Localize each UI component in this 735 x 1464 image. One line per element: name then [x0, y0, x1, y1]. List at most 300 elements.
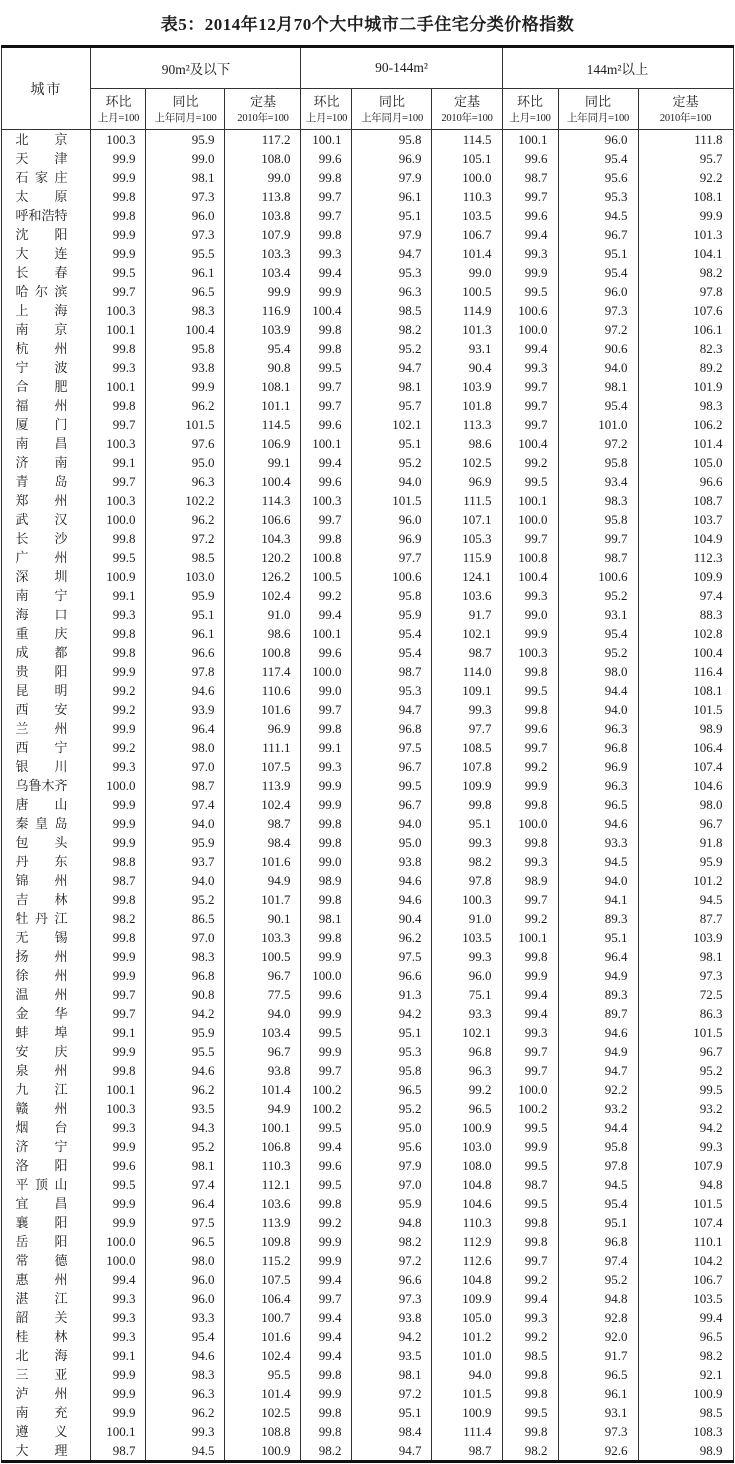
value-cell-mom-g1: 99.8 [91, 339, 146, 358]
value-cell-yoy-g1: 96.3 [146, 1384, 225, 1403]
value-cell-fixed-base-g1: 99.0 [225, 168, 301, 187]
city-cell [2, 1308, 91, 1327]
value-cell-mom-g3: 99.4 [502, 1289, 558, 1308]
value-cell-yoy-g3: 94.6 [558, 814, 638, 833]
value-cell-mom-g1: 99.8 [91, 928, 146, 947]
city-cell [2, 1194, 91, 1213]
value-cell-mom-g1: 99.8 [91, 624, 146, 643]
value-cell-mom-g1: 99.2 [91, 738, 146, 757]
value-cell-yoy-g1: 96.5 [146, 282, 225, 301]
value-cell-fixed-base-g3: 98.2 [638, 1346, 733, 1365]
value-cell-mom-g1: 100.0 [91, 776, 146, 795]
value-cell-yoy-g3: 94.0 [558, 700, 638, 719]
subheader-fixed-base-g3 [638, 89, 733, 130]
value-cell-mom-g1: 99.3 [91, 757, 146, 776]
value-cell-fixed-base-g2: 103.6 [432, 586, 502, 605]
city-cell [2, 1365, 91, 1384]
value-cell-fixed-base-g2: 110.3 [432, 187, 502, 206]
value-cell-yoy-g2: 93.8 [352, 1308, 432, 1327]
table-row [2, 434, 733, 453]
subheader-metric-label: 定基 [249, 94, 276, 109]
value-cell-mom-g1: 99.5 [91, 548, 146, 567]
value-cell-fixed-base-g2: 107.1 [432, 510, 502, 529]
city-name: 长沙 [15, 531, 68, 546]
value-cell-fixed-base-g3: 105.0 [638, 453, 733, 472]
value-cell-yoy-g3: 89.3 [558, 909, 638, 928]
group-header-90-and-below: 90m²及以下 [91, 47, 301, 89]
table-row [2, 1042, 733, 1061]
value-cell-fixed-base-g3: 96.5 [638, 1327, 733, 1346]
value-cell-mom-g3: 99.5 [502, 1156, 558, 1175]
city-cell [2, 1441, 91, 1462]
value-cell-fixed-base-g3: 94.8 [638, 1175, 733, 1194]
value-cell-mom-g1: 100.3 [91, 1099, 146, 1118]
value-cell-mom-g3: 99.4 [502, 339, 558, 358]
value-cell-fixed-base-g3: 108.1 [638, 187, 733, 206]
group-header-90-to-144: 90-144m² [301, 47, 502, 89]
value-cell-yoy-g1: 96.2 [146, 510, 225, 529]
value-cell-mom-g1: 99.3 [91, 1289, 146, 1308]
value-cell-mom-g2: 100.1 [301, 624, 352, 643]
value-cell-yoy-g2: 95.2 [352, 453, 432, 472]
value-cell-fixed-base-g3: 98.1 [638, 947, 733, 966]
city-cell [2, 1289, 91, 1308]
value-cell-fixed-base-g2: 109.9 [432, 776, 502, 795]
value-cell-fixed-base-g2: 102.1 [432, 624, 502, 643]
table-row [2, 1099, 733, 1118]
value-cell-yoy-g2: 96.9 [352, 149, 432, 168]
value-cell-mom-g2: 99.2 [301, 586, 352, 605]
value-cell-fixed-base-g1: 116.9 [225, 301, 301, 320]
value-cell-fixed-base-g2: 93.1 [432, 339, 502, 358]
value-cell-yoy-g2: 94.2 [352, 1004, 432, 1023]
city-name: 北京 [15, 132, 68, 147]
value-cell-yoy-g3: 94.1 [558, 890, 638, 909]
value-cell-yoy-g1: 93.7 [146, 852, 225, 871]
city-cell [2, 491, 91, 510]
value-cell-yoy-g2: 101.5 [352, 491, 432, 510]
value-cell-yoy-g1: 95.9 [146, 833, 225, 852]
subheader-mom-g3 [502, 89, 558, 130]
value-cell-mom-g3: 99.2 [502, 757, 558, 776]
value-cell-yoy-g2: 96.1 [352, 187, 432, 206]
value-cell-yoy-g3: 95.4 [558, 624, 638, 643]
value-cell-fixed-base-g2: 114.0 [432, 662, 502, 681]
value-cell-mom-g2: 99.8 [301, 833, 352, 852]
city-name: 杭州 [15, 341, 68, 356]
price-index-table [1, 45, 733, 1463]
value-cell-yoy-g1: 93.5 [146, 1099, 225, 1118]
value-cell-fixed-base-g1: 114.5 [225, 415, 301, 434]
value-cell-mom-g2: 99.5 [301, 1023, 352, 1042]
value-cell-yoy-g2: 95.2 [352, 339, 432, 358]
value-cell-fixed-base-g1: 98.7 [225, 814, 301, 833]
city-name: 洛阳 [15, 1158, 68, 1173]
value-cell-yoy-g3: 95.1 [558, 244, 638, 263]
value-cell-yoy-g3: 91.7 [558, 1346, 638, 1365]
value-cell-yoy-g1: 99.0 [146, 149, 225, 168]
value-cell-mom-g1: 99.8 [91, 1061, 146, 1080]
value-cell-yoy-g3: 93.1 [558, 605, 638, 624]
table-row [2, 624, 733, 643]
value-cell-fixed-base-g2: 101.4 [432, 244, 502, 263]
value-cell-fixed-base-g1: 117.4 [225, 662, 301, 681]
value-cell-fixed-base-g1: 102.4 [225, 586, 301, 605]
city-name: 南宁 [15, 588, 68, 603]
value-cell-yoy-g2: 95.8 [352, 586, 432, 605]
city-cell [2, 1099, 91, 1118]
value-cell-fixed-base-g2: 99.3 [432, 947, 502, 966]
city-name: 宁波 [15, 360, 68, 375]
value-cell-fixed-base-g2: 107.8 [432, 757, 502, 776]
value-cell-yoy-g3: 98.0 [558, 662, 638, 681]
subheader-metric-label: 同比 [585, 94, 612, 109]
value-cell-fixed-base-g3: 98.5 [638, 1403, 733, 1422]
page-title: 表5：2014年12月70个大中城市二手住宅分类价格指数 [160, 15, 575, 34]
value-cell-fixed-base-g1: 101.4 [225, 1384, 301, 1403]
value-cell-yoy-g2: 95.0 [352, 833, 432, 852]
value-cell-mom-g3: 99.5 [502, 1118, 558, 1137]
table-row [2, 1441, 733, 1462]
value-cell-mom-g3: 100.3 [502, 643, 558, 662]
value-cell-mom-g2: 99.4 [301, 1270, 352, 1289]
city-name: 吉林 [15, 892, 68, 907]
city-cell [2, 358, 91, 377]
table-row [2, 358, 733, 377]
value-cell-fixed-base-g3: 106.4 [638, 738, 733, 757]
value-cell-mom-g1: 99.7 [91, 472, 146, 491]
table-row [2, 339, 733, 358]
value-cell-fixed-base-g2: 96.5 [432, 1099, 502, 1118]
table-row [2, 225, 733, 244]
value-cell-yoy-g2: 95.1 [352, 206, 432, 225]
value-cell-yoy-g2: 96.6 [352, 966, 432, 985]
city-cell [2, 1403, 91, 1422]
value-cell-mom-g2: 100.0 [301, 966, 352, 985]
value-cell-fixed-base-g3: 112.3 [638, 548, 733, 567]
value-cell-yoy-g1: 93.3 [146, 1308, 225, 1327]
value-cell-mom-g1: 100.0 [91, 1232, 146, 1251]
city-cell [2, 1213, 91, 1232]
group-header-row [2, 47, 733, 89]
value-cell-fixed-base-g3: 98.9 [638, 719, 733, 738]
city-name: 郑州 [15, 493, 68, 508]
city-name: 泸州 [15, 1386, 68, 1401]
value-cell-yoy-g1: 95.9 [146, 130, 225, 150]
city-name: 徐州 [15, 968, 68, 983]
value-cell-fixed-base-g2: 91.7 [432, 605, 502, 624]
city-cell [2, 1042, 91, 1061]
value-cell-mom-g3: 99.9 [502, 624, 558, 643]
subheader-base-label: 上年同月=100 [566, 113, 630, 124]
city-cell [2, 149, 91, 168]
value-cell-mom-g2: 99.5 [301, 1118, 352, 1137]
value-cell-mom-g3: 100.4 [502, 567, 558, 586]
city-name: 成都 [15, 645, 68, 660]
value-cell-fixed-base-g2: 104.8 [432, 1270, 502, 1289]
value-cell-yoy-g1: 93.8 [146, 358, 225, 377]
value-cell-mom-g1: 98.7 [91, 871, 146, 890]
city-name: 天津 [15, 151, 68, 166]
value-cell-yoy-g1: 94.0 [146, 814, 225, 833]
value-cell-fixed-base-g1: 94.9 [225, 1099, 301, 1118]
value-cell-mom-g1: 99.9 [91, 225, 146, 244]
value-cell-fixed-base-g1: 96.7 [225, 966, 301, 985]
value-cell-fixed-base-g1: 100.8 [225, 643, 301, 662]
subheader-fixed-base-g1 [225, 89, 301, 130]
table-row [2, 453, 733, 472]
value-cell-fixed-base-g1: 102.4 [225, 1346, 301, 1365]
value-cell-mom-g1: 99.3 [91, 1308, 146, 1327]
value-cell-yoy-g3: 95.8 [558, 510, 638, 529]
city-name: 南昌 [15, 436, 68, 451]
value-cell-fixed-base-g2: 101.3 [432, 320, 502, 339]
value-cell-fixed-base-g1: 110.3 [225, 1156, 301, 1175]
value-cell-fixed-base-g3: 107.4 [638, 1213, 733, 1232]
city-name: 海口 [15, 607, 68, 622]
value-cell-yoy-g3: 95.1 [558, 928, 638, 947]
value-cell-fixed-base-g3: 94.2 [638, 1118, 733, 1137]
value-cell-mom-g1: 99.8 [91, 187, 146, 206]
value-cell-mom-g2: 99.6 [301, 472, 352, 491]
value-cell-mom-g3: 99.7 [502, 396, 558, 415]
value-cell-mom-g1: 100.3 [91, 491, 146, 510]
table-row [2, 681, 733, 700]
value-cell-fixed-base-g2: 105.0 [432, 1308, 502, 1327]
value-cell-mom-g1: 99.1 [91, 1346, 146, 1365]
value-cell-fixed-base-g2: 97.8 [432, 871, 502, 890]
city-cell [2, 662, 91, 681]
value-cell-fixed-base-g1: 108.1 [225, 377, 301, 396]
value-cell-fixed-base-g1: 110.6 [225, 681, 301, 700]
table-row [2, 1080, 733, 1099]
value-cell-fixed-base-g3: 98.9 [638, 1441, 733, 1462]
value-cell-yoy-g2: 97.2 [352, 1251, 432, 1270]
value-cell-yoy-g3: 89.3 [558, 985, 638, 1004]
subheader-base-label: 上年同月=100 [360, 113, 424, 124]
city-cell [2, 719, 91, 738]
value-cell-yoy-g3: 89.7 [558, 1004, 638, 1023]
value-cell-fixed-base-g3: 95.2 [638, 1061, 733, 1080]
city-name: 襄阳 [15, 1215, 68, 1230]
subheader-metric-label: 定基 [453, 94, 480, 109]
value-cell-mom-g2: 99.8 [301, 1422, 352, 1441]
value-cell-mom-g2: 99.6 [301, 643, 352, 662]
value-cell-yoy-g2: 98.4 [352, 1422, 432, 1441]
value-cell-mom-g3: 99.2 [502, 1270, 558, 1289]
table-row [2, 529, 733, 548]
value-cell-fixed-base-g3: 106.7 [638, 1270, 733, 1289]
table-row [2, 149, 733, 168]
city-name: 长春 [15, 265, 68, 280]
subheader-base-label: 上月=100 [305, 113, 348, 124]
value-cell-yoy-g1: 94.6 [146, 681, 225, 700]
value-cell-fixed-base-g1: 101.4 [225, 1080, 301, 1099]
city-name: 兰州 [15, 721, 68, 736]
table-row [2, 282, 733, 301]
city-cell [2, 966, 91, 985]
value-cell-yoy-g1: 95.8 [146, 339, 225, 358]
subheader-mom-g1 [91, 89, 146, 130]
value-cell-mom-g1: 99.3 [91, 1118, 146, 1137]
value-cell-yoy-g2: 96.0 [352, 510, 432, 529]
table-row [2, 301, 733, 320]
value-cell-fixed-base-g3: 101.5 [638, 1194, 733, 1213]
table-row [2, 757, 733, 776]
value-cell-yoy-g2: 95.1 [352, 1023, 432, 1042]
value-cell-yoy-g1: 102.2 [146, 491, 225, 510]
value-cell-mom-g3: 98.7 [502, 1175, 558, 1194]
value-cell-fixed-base-g2: 100.9 [432, 1118, 502, 1137]
value-cell-fixed-base-g2: 101.0 [432, 1346, 502, 1365]
value-cell-fixed-base-g3: 99.4 [638, 1308, 733, 1327]
value-cell-mom-g3: 100.4 [502, 434, 558, 453]
value-cell-fixed-base-g2: 103.5 [432, 206, 502, 225]
value-cell-yoy-g2: 94.7 [352, 244, 432, 263]
value-cell-yoy-g2: 95.3 [352, 1042, 432, 1061]
value-cell-mom-g2: 99.6 [301, 415, 352, 434]
city-name: 金华 [15, 1006, 68, 1021]
city-cell [2, 187, 91, 206]
value-cell-fixed-base-g1: 91.0 [225, 605, 301, 624]
value-cell-fixed-base-g2: 104.8 [432, 1175, 502, 1194]
value-cell-mom-g3: 100.1 [502, 491, 558, 510]
value-cell-fixed-base-g2: 100.3 [432, 890, 502, 909]
value-cell-mom-g3: 98.9 [502, 871, 558, 890]
city-name: 哈尔滨 [15, 284, 68, 299]
value-cell-mom-g2: 99.4 [301, 1327, 352, 1346]
value-cell-yoy-g1: 96.8 [146, 966, 225, 985]
value-cell-yoy-g2: 95.4 [352, 624, 432, 643]
value-cell-fixed-base-g1: 104.3 [225, 529, 301, 548]
subheader-metric-label: 同比 [378, 94, 405, 109]
city-cell [2, 1080, 91, 1099]
value-cell-yoy-g3: 98.1 [558, 377, 638, 396]
value-cell-yoy-g2: 98.1 [352, 1365, 432, 1384]
value-cell-yoy-g3: 95.2 [558, 643, 638, 662]
value-cell-mom-g2: 99.7 [301, 510, 352, 529]
value-cell-fixed-base-g1: 126.2 [225, 567, 301, 586]
value-cell-mom-g1: 99.5 [91, 1175, 146, 1194]
value-cell-yoy-g1: 101.5 [146, 415, 225, 434]
value-cell-mom-g1: 99.9 [91, 966, 146, 985]
value-cell-fixed-base-g2: 96.9 [432, 472, 502, 491]
value-cell-yoy-g1: 94.3 [146, 1118, 225, 1137]
value-cell-yoy-g3: 96.5 [558, 1365, 638, 1384]
value-cell-fixed-base-g3: 89.2 [638, 358, 733, 377]
table-row [2, 567, 733, 586]
value-cell-fixed-base-g2: 124.1 [432, 567, 502, 586]
value-cell-fixed-base-g3: 109.9 [638, 567, 733, 586]
value-cell-fixed-base-g3: 96.6 [638, 472, 733, 491]
value-cell-yoy-g3: 92.8 [558, 1308, 638, 1327]
table-row [2, 643, 733, 662]
value-cell-mom-g2: 99.6 [301, 985, 352, 1004]
city-cell [2, 130, 91, 150]
value-cell-fixed-base-g2: 98.2 [432, 852, 502, 871]
table-body [2, 130, 733, 1462]
value-cell-fixed-base-g1: 107.5 [225, 1270, 301, 1289]
value-cell-yoy-g1: 97.3 [146, 187, 225, 206]
value-cell-yoy-g1: 98.7 [146, 776, 225, 795]
value-cell-fixed-base-g3: 103.9 [638, 928, 733, 947]
value-cell-fixed-base-g2: 103.0 [432, 1137, 502, 1156]
subheader-base-label: 2010年=100 [659, 113, 712, 124]
value-cell-fixed-base-g2: 99.8 [432, 795, 502, 814]
value-cell-fixed-base-g3: 95.9 [638, 852, 733, 871]
value-cell-yoy-g1: 94.0 [146, 871, 225, 890]
value-cell-mom-g2: 99.7 [301, 700, 352, 719]
city-name: 平顶山 [15, 1177, 68, 1192]
table-row [2, 206, 733, 225]
value-cell-yoy-g3: 97.8 [558, 1156, 638, 1175]
city-name: 大连 [15, 246, 68, 261]
city-cell [2, 377, 91, 396]
city-cell [2, 339, 91, 358]
city-name: 安庆 [15, 1044, 68, 1059]
value-cell-fixed-base-g3: 101.9 [638, 377, 733, 396]
value-cell-fixed-base-g3: 102.8 [638, 624, 733, 643]
value-cell-mom-g1: 99.9 [91, 662, 146, 681]
value-cell-fixed-base-g1: 99.9 [225, 282, 301, 301]
value-cell-mom-g1: 99.9 [91, 833, 146, 852]
value-cell-mom-g2: 100.5 [301, 567, 352, 586]
value-cell-fixed-base-g3: 106.1 [638, 320, 733, 339]
value-cell-fixed-base-g3: 94.5 [638, 890, 733, 909]
value-cell-fixed-base-g2: 96.0 [432, 966, 502, 985]
value-cell-mom-g2: 99.8 [301, 168, 352, 187]
sub-header-row [2, 89, 733, 130]
value-cell-yoy-g2: 94.7 [352, 700, 432, 719]
value-cell-fixed-base-g3: 104.1 [638, 244, 733, 263]
city-name: 济南 [15, 455, 68, 470]
value-cell-fixed-base-g3: 96.7 [638, 1042, 733, 1061]
value-cell-mom-g3: 99.8 [502, 833, 558, 852]
city-cell [2, 453, 91, 472]
value-cell-mom-g2: 98.2 [301, 1441, 352, 1462]
value-cell-yoy-g1: 93.9 [146, 700, 225, 719]
value-cell-mom-g3: 100.8 [502, 548, 558, 567]
table-row [2, 966, 733, 985]
value-cell-yoy-g3: 95.8 [558, 1137, 638, 1156]
value-cell-fixed-base-g2: 98.7 [432, 1441, 502, 1462]
value-cell-mom-g1: 99.9 [91, 1042, 146, 1061]
value-cell-fixed-base-g3: 104.6 [638, 776, 733, 795]
value-cell-mom-g3: 99.8 [502, 1365, 558, 1384]
value-cell-mom-g1: 99.9 [91, 168, 146, 187]
value-cell-mom-g2: 99.7 [301, 206, 352, 225]
table-row [2, 1270, 733, 1289]
value-cell-yoy-g3: 100.6 [558, 567, 638, 586]
city-cell [2, 928, 91, 947]
value-cell-mom-g3: 99.5 [502, 282, 558, 301]
value-cell-fixed-base-g2: 100.5 [432, 282, 502, 301]
table-row [2, 130, 733, 150]
value-cell-yoy-g3: 94.4 [558, 1118, 638, 1137]
value-cell-fixed-base-g1: 90.8 [225, 358, 301, 377]
subheader-base-label: 上月=100 [509, 113, 551, 124]
city-name: 贵阳 [15, 664, 68, 679]
table-row [2, 738, 733, 757]
city-name: 扬州 [15, 949, 68, 964]
value-cell-yoy-g3: 93.4 [558, 472, 638, 491]
value-cell-yoy-g3: 95.3 [558, 187, 638, 206]
city-name: 遵义 [15, 1424, 68, 1439]
value-cell-yoy-g3: 96.4 [558, 947, 638, 966]
value-cell-yoy-g2: 96.5 [352, 1080, 432, 1099]
value-cell-mom-g3: 99.7 [502, 1042, 558, 1061]
value-cell-mom-g3: 99.3 [502, 852, 558, 871]
